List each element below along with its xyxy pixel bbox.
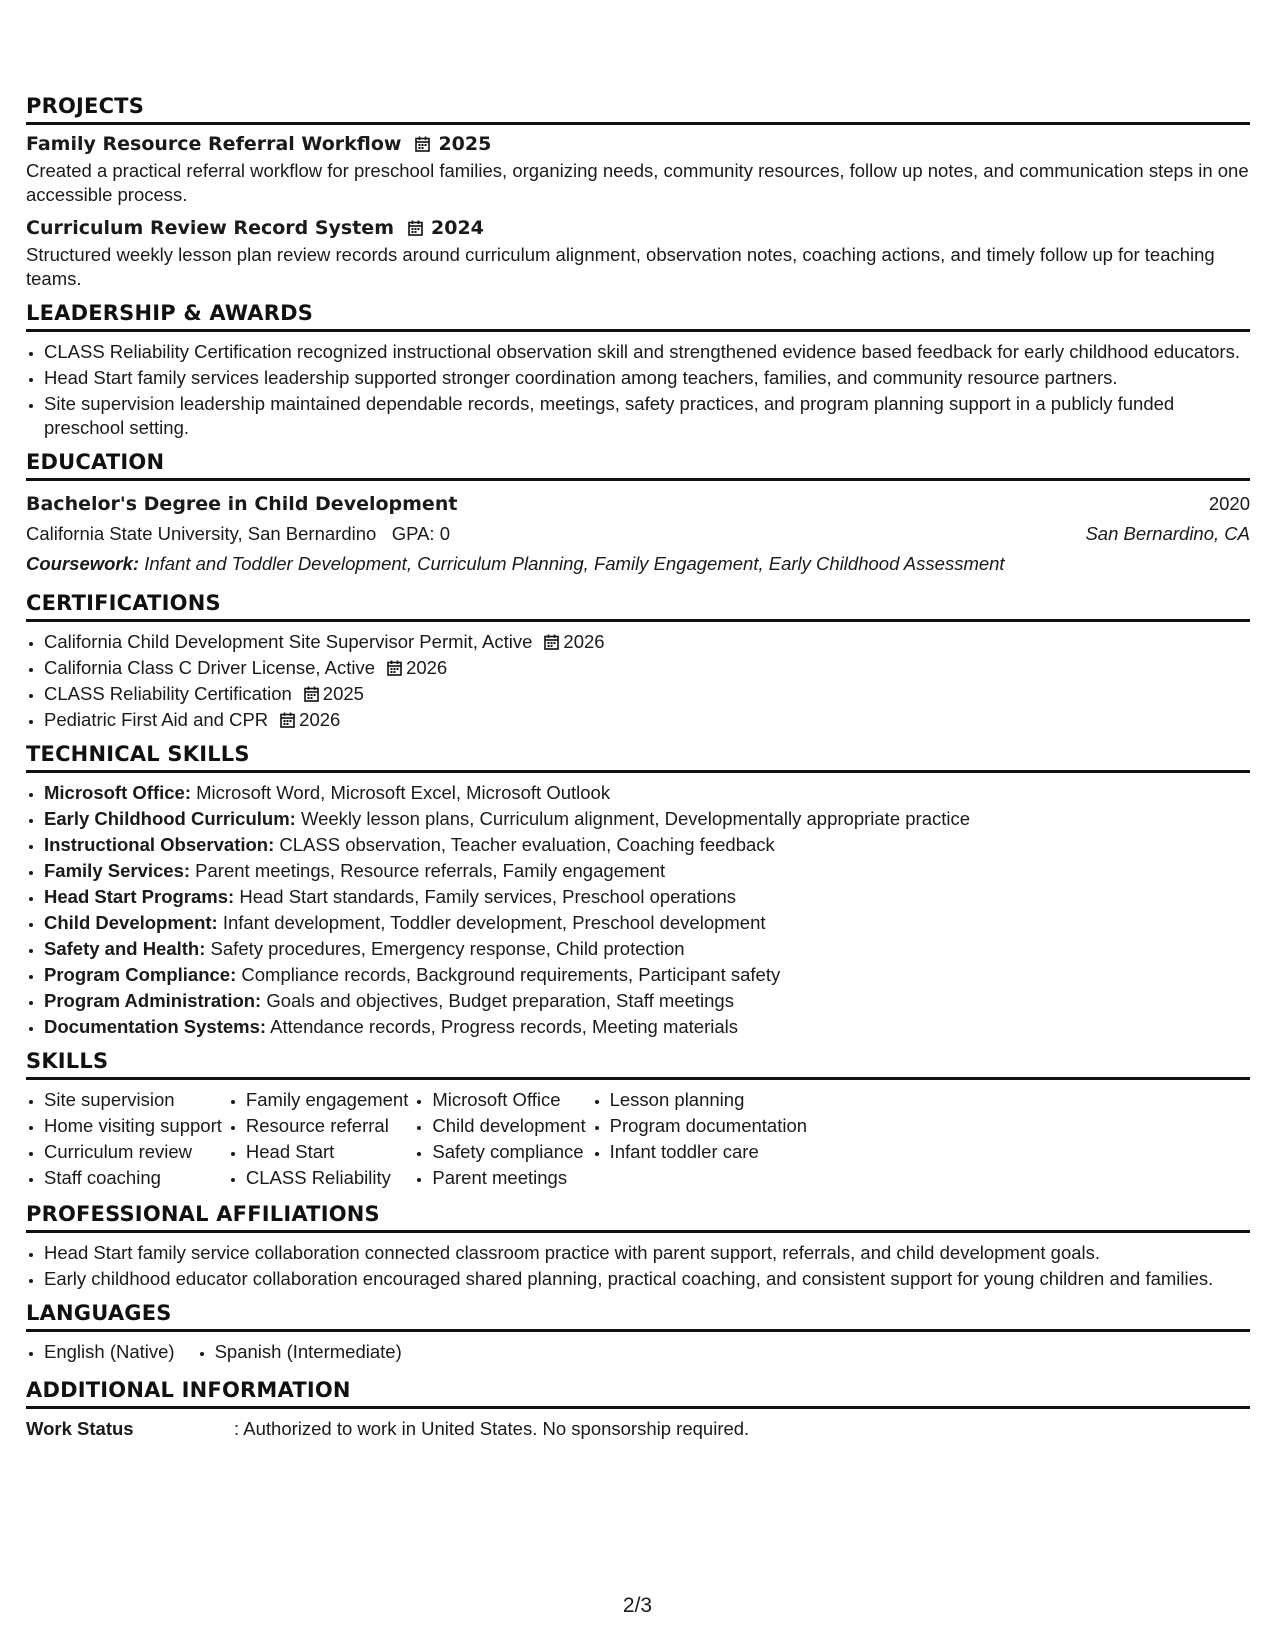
list-item (44, 656, 1250, 680)
list-item: • Head Start (246, 1140, 408, 1164)
certification-name: CLASS Reliability Certification (44, 683, 292, 704)
calendar-icon (415, 136, 430, 152)
affiliations-title: PROFESSIONAL AFFILIATIONS (26, 1202, 1250, 1233)
technical-skills-list (26, 781, 1250, 1039)
affiliations-list (26, 1241, 1250, 1291)
project-description: Created a practical referral workflow for preschool families, organizing needs, community resources, follow up notes, and communication steps in one accessible process. (26, 160, 1249, 205)
certifications-title: CERTIFICATIONS (26, 591, 1250, 622)
skill-values: CLASS observation, Teacher evaluation, Coaching feedback (279, 834, 775, 855)
additional-info-title: ADDITIONAL INFORMATION (26, 1378, 1250, 1409)
project-name: Family Resource Referral Workflow (26, 133, 402, 155)
list-item (44, 630, 1250, 654)
certification-name: Pediatric First Aid and CPR (44, 709, 269, 730)
list-item: • Staff coaching (44, 1166, 222, 1190)
project-year: 2024 (431, 217, 484, 239)
list-item: • Spanish (Intermediate) (215, 1340, 402, 1364)
projects-title: PROJECTS (26, 94, 1250, 125)
project-name: Curriculum Review Record System (26, 217, 394, 239)
skill-values: Head Start standards, Family services, Preschool operations (239, 886, 736, 907)
list-item (44, 682, 1250, 706)
calendar-icon (408, 220, 423, 236)
list-item (44, 807, 1250, 831)
degree-name: Bachelor's Degree in Child Development (26, 493, 458, 515)
skill-values: Attendance records, Progress records, Meeting materials (270, 1016, 739, 1037)
list-item: • Program documentation (610, 1114, 807, 1138)
degree-year: 2020 (1208, 493, 1250, 514)
list-item: • Resource referral (246, 1114, 408, 1138)
coursework-label: Coursework: (26, 553, 140, 574)
resume-page (26, 94, 1250, 1441)
list-item: • Family engagement (246, 1088, 408, 1112)
list-item: • Infant toddler care (610, 1140, 807, 1164)
education-section (26, 450, 1250, 579)
skills-section (26, 1049, 1250, 1192)
affiliations-section (26, 1202, 1250, 1291)
list-item: • Site supervision (44, 1088, 222, 1112)
list-item: • Home visiting support (44, 1114, 222, 1138)
calendar-icon (304, 686, 319, 702)
gpa: GPA: 0 (391, 523, 450, 544)
school-info (26, 519, 450, 549)
skill-category: Family Services: (44, 860, 191, 881)
skills-grid (26, 1088, 1250, 1192)
list-item (44, 937, 1250, 961)
certification-year: 2026 (299, 709, 341, 730)
list-item (44, 1015, 1250, 1039)
coursework (26, 549, 1250, 579)
project-heading (26, 133, 1250, 155)
technical-skills-title: TECHNICAL SKILLS (26, 742, 1250, 773)
list-item (44, 859, 1250, 883)
list-item (44, 963, 1250, 987)
list-item: • Site supervision leadership maintained dependable records, meetings, safety practices, and program planning support in a publicly funded preschool setting. (44, 392, 1250, 440)
skill-category: Instructional Observation: (44, 834, 275, 855)
list-item (44, 708, 1250, 732)
list-item: • CLASS Reliability Certification recognized instructional observation skill and strengthened evidence based feedback for early childhood educators. (44, 340, 1250, 364)
education-school-row (26, 519, 1250, 549)
list-item: • Child development (432, 1114, 585, 1138)
calendar-icon (280, 712, 295, 728)
school-name: California State University, San Bernardino (26, 523, 377, 544)
list-item (44, 885, 1250, 909)
skill-values: Safety procedures, Emergency response, Child protection (210, 938, 685, 959)
coursework-list: Infant and Toddler Development, Curriculum Planning, Family Engagement, Early Childhood Assessment (144, 553, 1005, 574)
skill-category: Child Development: (44, 912, 218, 933)
skill-category: Microsoft Office: (44, 782, 191, 803)
page-number: 2/3 (622, 1594, 653, 1617)
project-description: Structured weekly lesson plan review records around curriculum alignment, observation notes, coaching actions, and timely follow up for teaching teams. (26, 244, 1215, 289)
list-item (44, 781, 1250, 805)
skills-column (44, 1088, 222, 1192)
leadership-list (26, 340, 1250, 440)
projects-section (26, 94, 1250, 291)
education-title: EDUCATION (26, 450, 1250, 481)
list-item (44, 989, 1250, 1013)
skill-category: Head Start Programs: (44, 886, 235, 907)
list-item: • Lesson planning (610, 1088, 807, 1112)
certification-name: California Child Development Site Supervisor Permit, Active (44, 631, 533, 652)
list-item: • Parent meetings (432, 1166, 585, 1190)
certification-year: 2025 (322, 683, 364, 704)
skill-values: Infant development, Toddler development, Preschool development (222, 912, 766, 933)
skill-values: Weekly lesson plans, Curriculum alignment, Developmentally appropriate practice (300, 808, 971, 829)
skills-column (610, 1088, 807, 1192)
work-status-label: Work Status (26, 1418, 134, 1439)
list-item: • CLASS Reliability (246, 1166, 408, 1190)
technical-skills-section (26, 742, 1250, 1039)
languages-list (26, 1340, 1250, 1366)
additional-info-section (26, 1378, 1250, 1441)
project-heading (26, 217, 1250, 239)
skill-values: Microsoft Word, Microsoft Excel, Microsoft Outlook (196, 782, 611, 803)
skill-category: Safety and Health: (44, 938, 206, 959)
certifications-list (26, 630, 1250, 732)
skill-values: Goals and objectives, Budget preparation, Staff meetings (266, 990, 734, 1011)
list-item: • Microsoft Office (432, 1088, 585, 1112)
languages-title: LANGUAGES (26, 1301, 1250, 1332)
certifications-section (26, 591, 1250, 732)
certification-year: 2026 (563, 631, 605, 652)
education-degree-row (26, 489, 1250, 519)
leadership-section (26, 301, 1250, 440)
calendar-icon (387, 660, 402, 676)
list-item (44, 833, 1250, 857)
skill-category: Program Administration: (44, 990, 262, 1011)
skill-category: Early Childhood Curriculum: (44, 808, 296, 829)
skill-values: Parent meetings, Resource referrals, Family engagement (195, 860, 666, 881)
work-status-row (26, 1417, 1250, 1441)
skill-category: Documentation Systems: (44, 1016, 267, 1037)
list-item: • Safety compliance (432, 1140, 585, 1164)
list-item: • English (Native) (44, 1340, 175, 1364)
list-item: • Curriculum review (44, 1140, 222, 1164)
list-item (44, 911, 1250, 935)
certification-year: 2026 (406, 657, 448, 678)
list-item: • Head Start family service collaboration connected classroom practice with parent support, referrals, and child development goals. (44, 1241, 1250, 1265)
school-location: San Bernardino, CA (1085, 523, 1250, 544)
list-item: • Early childhood educator collaboration encouraged shared planning, practical coaching, and consistent support for young children and families. (44, 1267, 1250, 1291)
list-item: • Head Start family services leadership supported stronger coordination among teachers, families, and community resource partners. (44, 366, 1250, 390)
languages-section (26, 1301, 1250, 1366)
skills-column (246, 1088, 408, 1192)
calendar-icon (544, 634, 559, 650)
project-year: 2025 (438, 133, 492, 155)
skill-category: Program Compliance: (44, 964, 237, 985)
leadership-title: LEADERSHIP & AWARDS (26, 301, 1250, 332)
certification-name: California Class C Driver License, Active (44, 657, 376, 678)
work-status-value: : Authorized to work in United States. No sponsorship required. (234, 1418, 750, 1439)
skills-title: SKILLS (26, 1049, 1250, 1080)
skills-column (432, 1088, 585, 1192)
skill-values: Compliance records, Background requirements, Participant safety (241, 964, 781, 985)
